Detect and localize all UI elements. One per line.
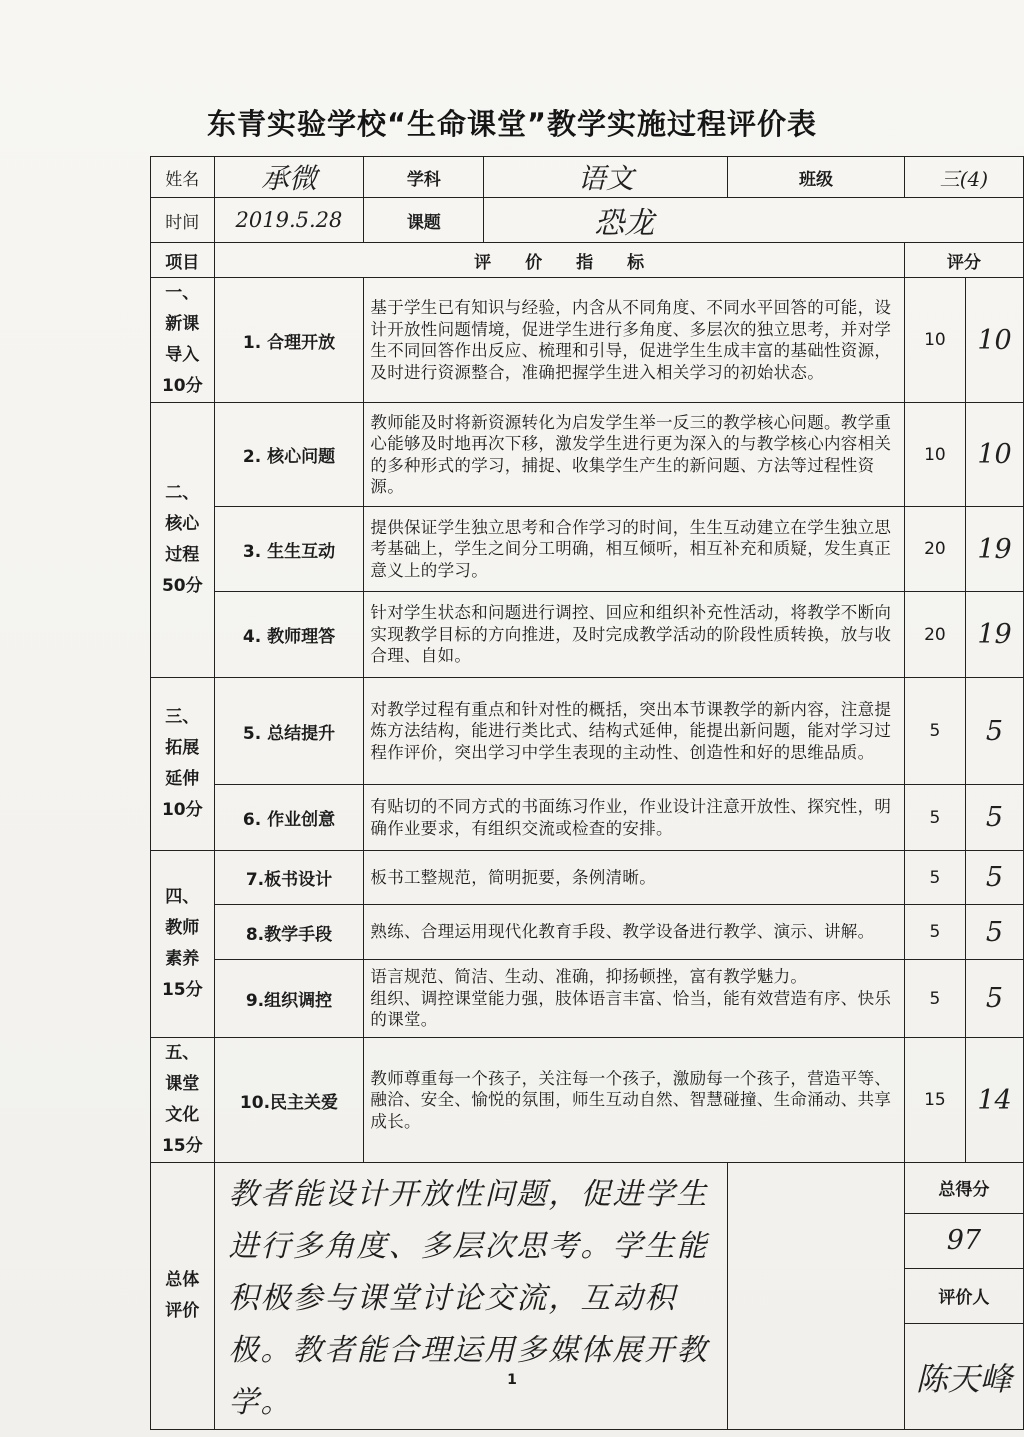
category-label: 四、 教师 素养 15分: [151, 851, 215, 1038]
category-label: 一、 新课 导入 10分: [151, 278, 215, 403]
given-score: 5: [966, 905, 1024, 960]
table-row: [151, 960, 1024, 1038]
full-score: 5: [904, 905, 965, 960]
table-row: [151, 785, 1024, 851]
header-row-name: [151, 157, 1024, 198]
summary-spacer: [728, 1163, 905, 1214]
indicator-text: 板书工整规范，简明扼要，条例清晰。: [364, 851, 904, 905]
class-label: 班级: [728, 157, 905, 198]
full-score: 5: [904, 851, 965, 905]
topic-label: 课题: [364, 198, 484, 243]
topic-value: 恐龙: [484, 198, 1024, 243]
name-value: 承微: [214, 157, 364, 198]
table-row: [151, 592, 1024, 678]
item-label: 2. 核心问题: [214, 403, 364, 507]
full-score: 10: [904, 278, 965, 403]
summary-spacer: [728, 1213, 905, 1268]
full-score: 15: [904, 1038, 965, 1163]
full-score: 5: [904, 960, 965, 1038]
given-score: 10: [966, 278, 1024, 403]
full-score: 5: [904, 785, 965, 851]
time-label: 时间: [151, 198, 215, 243]
given-score: 19: [966, 507, 1024, 592]
item-label: 4. 教师理答: [214, 592, 364, 678]
item-label: 8.教学手段: [214, 905, 364, 960]
score-header: 评分: [904, 243, 1023, 278]
item-label: 1. 合理开放: [214, 278, 364, 403]
overall-comment: 教者能设计开放性问题，促进学生进行多角度、多层次思考。学生能积极参与课堂讨论交流，互动积极。教者能合理运用多媒体展开教学。: [214, 1163, 728, 1430]
item-label: 3. 生生互动: [214, 507, 364, 592]
table-row: [151, 1038, 1024, 1163]
table-row: [151, 851, 1024, 905]
total-score-value: 97: [904, 1213, 1023, 1268]
given-score: 5: [966, 960, 1024, 1038]
indicator-text: 有贴切的不同方式的书面练习作业，作业设计注意开放性、探究性，明确作业要求，有组织交流或检查的安排。: [364, 785, 904, 851]
indicator-text: 熟练、合理运用现代化教育手段、教学设备进行教学、演示、讲解。: [364, 905, 904, 960]
item-header: 项目: [151, 243, 215, 278]
indicator-text: 语言规范、简洁、生动、准确，抑扬顿挫，富有教学魅力。 组织、调控课堂能力强，肢体语言丰富、恰当，能有效营造有序、快乐的课堂。: [364, 960, 904, 1038]
evaluator-label: 评价人: [904, 1268, 1023, 1323]
indicator-text: 提供保证学生独立思考和合作学习的时间，生生互动建立在学生独立思考基础上，学生之间分工明确，相互倾听，相互补充和质疑，发生真正意义上的学习。: [364, 507, 904, 592]
indicator-text: 对教学过程有重点和针对性的概括，突出本节课教学的新内容，注意提炼方法结构，能进行类比式、结构式延伸，能提出新问题，能对学习过程作评价，突出学习中学生表现的主动性、创造性和好的思维品质。: [364, 678, 904, 785]
time-value: 2019.5.28: [214, 198, 364, 243]
page-number: 1: [507, 1372, 517, 1388]
total-score-label: 总得分: [904, 1163, 1023, 1214]
evaluation-table: [150, 156, 1024, 1430]
table-row: [151, 678, 1024, 785]
table-row: [151, 905, 1024, 960]
category-label: 五、 课堂 文化 15分: [151, 1038, 215, 1163]
table-row: [151, 403, 1024, 507]
item-label: 6. 作业创意: [214, 785, 364, 851]
given-score: 5: [966, 785, 1024, 851]
class-value: 三(4): [904, 157, 1023, 198]
full-score: 10: [904, 403, 965, 507]
overall-label: 总体 评价: [151, 1163, 215, 1430]
table-row: [151, 507, 1024, 592]
item-label: 5. 总结提升: [214, 678, 364, 785]
subject-value: 语文: [484, 157, 728, 198]
indicator-text: 针对学生状态和问题进行调控、回应和组织补充性活动，将教学不断向实现教学目标的方向推进，及时完成教学活动的阶段性质转换，放与收合理、自如。: [364, 592, 904, 678]
given-score: 14: [966, 1038, 1024, 1163]
full-score: 20: [904, 507, 965, 592]
full-score: 20: [904, 592, 965, 678]
indicator-text: 教师能及时将新资源转化为启发学生举一反三的教学核心问题。教学重心能够及时地再次下移，激发学生进行更为深入的与教学核心内容相关的多种形式的学习，捕捉、收集学生产生的新问题、方法等过程性资源。: [364, 403, 904, 507]
indicator-text: 教师尊重每一个孩子，关注每一个孩子，激励每一个孩子，营造平等、融洽、安全、愉悦的氛围，师生互动自然、智慧碰撞、生命涌动、共享成长。: [364, 1038, 904, 1163]
indicator-text: 基于学生已有知识与经验，内含从不同角度、不同水平回答的可能，设计开放性问题情境，促进学生进行多角度、多层次的独立思考，并对学生不同回答作出反应、梳理和引导，促进学生生成丰富的基础性资源，及时进行资源整合，准确把握学生进入相关学习的初始状态。: [364, 278, 904, 403]
summary-spacer: [728, 1268, 905, 1323]
given-score: 19: [966, 592, 1024, 678]
given-score: 5: [966, 851, 1024, 905]
name-label: 姓名: [151, 157, 215, 198]
category-label: 三、 拓展 延伸 10分: [151, 678, 215, 851]
given-score: 10: [966, 403, 1024, 507]
given-score: 5: [966, 678, 1024, 785]
item-label: 9.组织调控: [214, 960, 364, 1038]
item-label: 7.板书设计: [214, 851, 364, 905]
form-title: 东青实验学校“生命课堂”教学实施过程评价表: [206, 107, 818, 141]
summary-row: [151, 1163, 1024, 1214]
column-header-row: [151, 243, 1024, 278]
subject-label: 学科: [364, 157, 484, 198]
header-row-time: [151, 198, 1024, 243]
indicator-header: 评价指标: [214, 243, 904, 278]
category-label: 二、 核心 过程 50分: [151, 403, 215, 678]
evaluator-signature: 陈天峰: [904, 1324, 1023, 1430]
full-score: 5: [904, 678, 965, 785]
table-row: [151, 278, 1024, 403]
item-label: 10.民主关爱: [214, 1038, 364, 1163]
